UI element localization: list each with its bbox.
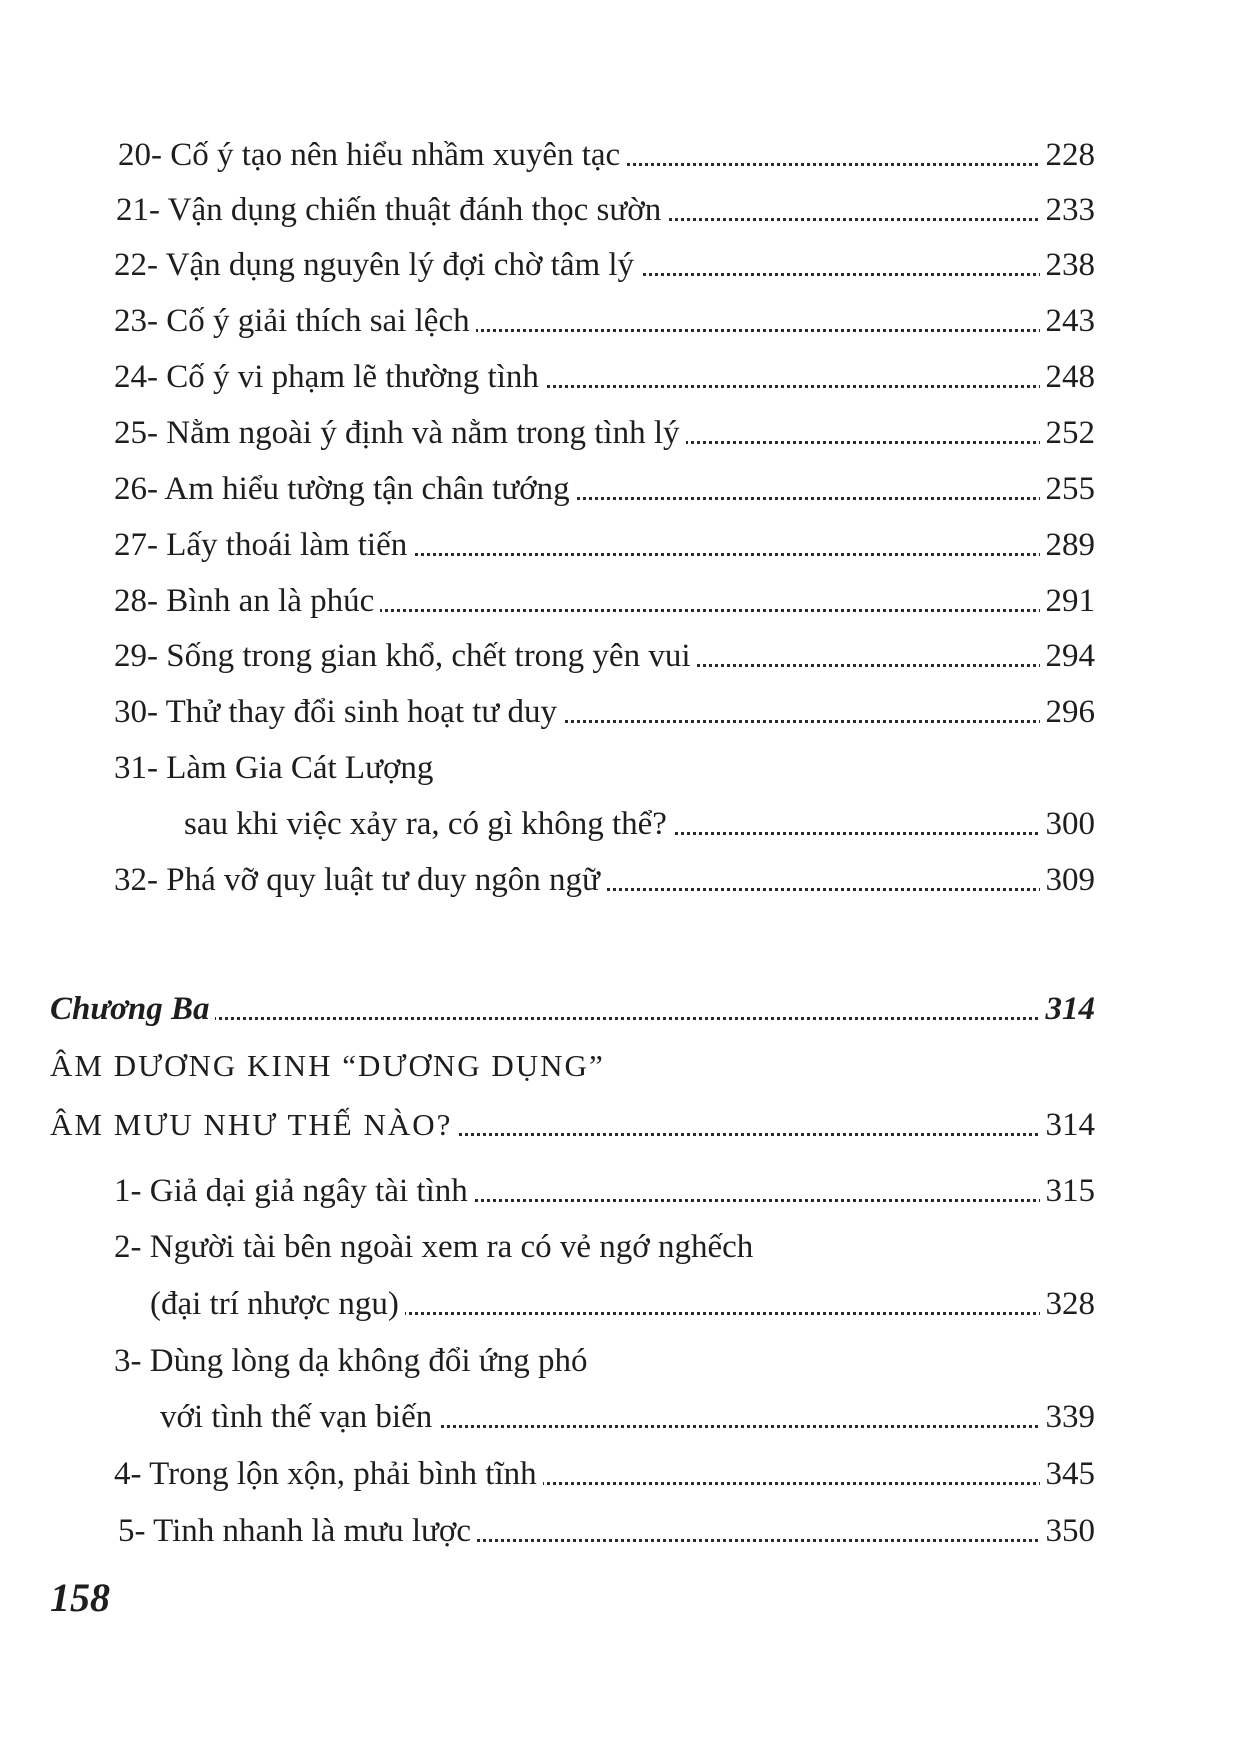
toc-entry — [0, 135, 1240, 175]
toc-entry-title: 3- Dùng lòng dạ không đổi ứng phó — [114, 1341, 593, 1381]
toc-entry-title-continued: (đại trí nhược ngu) — [150, 1284, 405, 1324]
toc-entry — [0, 692, 1240, 732]
toc-entry — [0, 245, 1240, 285]
toc-entry-title: 2- Người tài bên ngoài xem ra có vẻ ngớ nghếch — [114, 1227, 759, 1267]
toc-entry-title: 24- Cố ý vi phạm lẽ thường tình — [114, 357, 545, 397]
toc-entry-page: 291 — [1040, 581, 1096, 621]
toc-entry-title: 1- Giả dại giả ngây tài tình — [114, 1171, 474, 1211]
toc-entry — [0, 301, 1240, 341]
toc-entry-page: 339 — [1040, 1397, 1096, 1437]
toc-entry-page: 243 — [1040, 301, 1096, 341]
toc-entry-title: 5- Tinh nhanh là mưu lược — [118, 1511, 477, 1551]
toc-entry-title-continued: sau khi việc xảy ra, có gì không thể? — [184, 804, 673, 844]
toc-entry-title: 4- Trong lộn xộn, phải bình tĩnh — [114, 1454, 543, 1494]
toc-entry-page: 328 — [1040, 1284, 1096, 1324]
toc-entry-page: 314 — [1040, 1105, 1096, 1145]
toc-entry-page: 238 — [1040, 245, 1096, 285]
toc-entry — [0, 1397, 1240, 1437]
toc-entry — [0, 1171, 1240, 1211]
toc-entry-page: 296 — [1040, 692, 1096, 732]
toc-entry-title: 27- Lấy thoái làm tiến — [114, 525, 413, 565]
toc-entry-page: 345 — [1040, 1454, 1096, 1494]
toc-entry-page: 294 — [1040, 636, 1096, 676]
toc-entry-page: 233 — [1040, 190, 1096, 230]
toc-entry-title-continued: với tình thế vạn biến — [160, 1397, 438, 1437]
toc-entry — [0, 1284, 1240, 1324]
toc-entry-title: 32- Phá vỡ quy luật tư duy ngôn ngữ — [114, 860, 606, 900]
toc-entry-line — [0, 1341, 1240, 1381]
toc-entry-title: 22- Vận dụng nguyên lý đợi chờ tâm lý — [114, 245, 640, 285]
toc-entry — [0, 804, 1240, 844]
toc-entry-title: 31- Làm Gia Cát Lượng — [114, 748, 439, 788]
toc-entry-title: 29- Sống trong gian khổ, chết trong yên vui — [114, 636, 697, 676]
toc-entry — [0, 1105, 1240, 1145]
toc-entry-page: 309 — [1040, 860, 1096, 900]
toc-entry-page: 315 — [1040, 1171, 1096, 1211]
chapter-title-continued: ÂM MƯU NHƯ THẾ NÀO? — [50, 1105, 458, 1145]
toc-entry-page: 228 — [1040, 135, 1096, 175]
toc-entry — [0, 190, 1240, 230]
toc-entry-title: 23- Cố ý giải thích sai lệch — [114, 301, 476, 341]
toc-entry-page: 252 — [1040, 413, 1096, 453]
toc-entry-page: 248 — [1040, 357, 1096, 397]
toc-entry-title: 20- Cố ý tạo nên hiểu nhầm xuyên tạc — [118, 135, 626, 175]
toc-entry — [0, 469, 1240, 509]
toc-entry — [0, 636, 1240, 676]
toc-entry-page: 255 — [1040, 469, 1096, 509]
chapter-title-line — [0, 1046, 1240, 1086]
toc-entry — [0, 1511, 1240, 1551]
toc-entry-title: 25- Nằm ngoài ý định và nằm trong tình lý — [114, 413, 686, 453]
toc-entry — [0, 1454, 1240, 1494]
toc-entry-title: 21- Vận dụng chiến thuật đánh thọc sườn — [116, 190, 667, 230]
toc-entry — [0, 581, 1240, 621]
toc-entry-line — [0, 1227, 1240, 1267]
toc-entry-page: 350 — [1040, 1511, 1096, 1551]
toc-chapter — [0, 989, 1240, 1029]
toc-entry-title: 30- Thử thay đổi sinh hoạt tư duy — [114, 692, 563, 732]
toc-entry — [0, 413, 1240, 453]
chapter-title: ÂM DƯƠNG KINH “DƯƠNG DỤNG” — [50, 1046, 611, 1086]
chapter-page: 314 — [1040, 989, 1096, 1029]
toc-entry — [0, 525, 1240, 565]
toc-entry — [0, 860, 1240, 900]
toc-entry-page: 300 — [1040, 804, 1096, 844]
toc-entry-title: 28- Bình an là phúc — [114, 581, 380, 621]
page-number: 158 — [50, 1575, 110, 1620]
toc-entry-title: 26- Am hiểu tường tận chân tướng — [114, 469, 576, 509]
toc-entry-line — [0, 748, 1240, 788]
toc-entry — [0, 357, 1240, 397]
chapter-label: Chương Ba — [50, 989, 215, 1029]
toc-entry-page: 289 — [1040, 525, 1096, 565]
